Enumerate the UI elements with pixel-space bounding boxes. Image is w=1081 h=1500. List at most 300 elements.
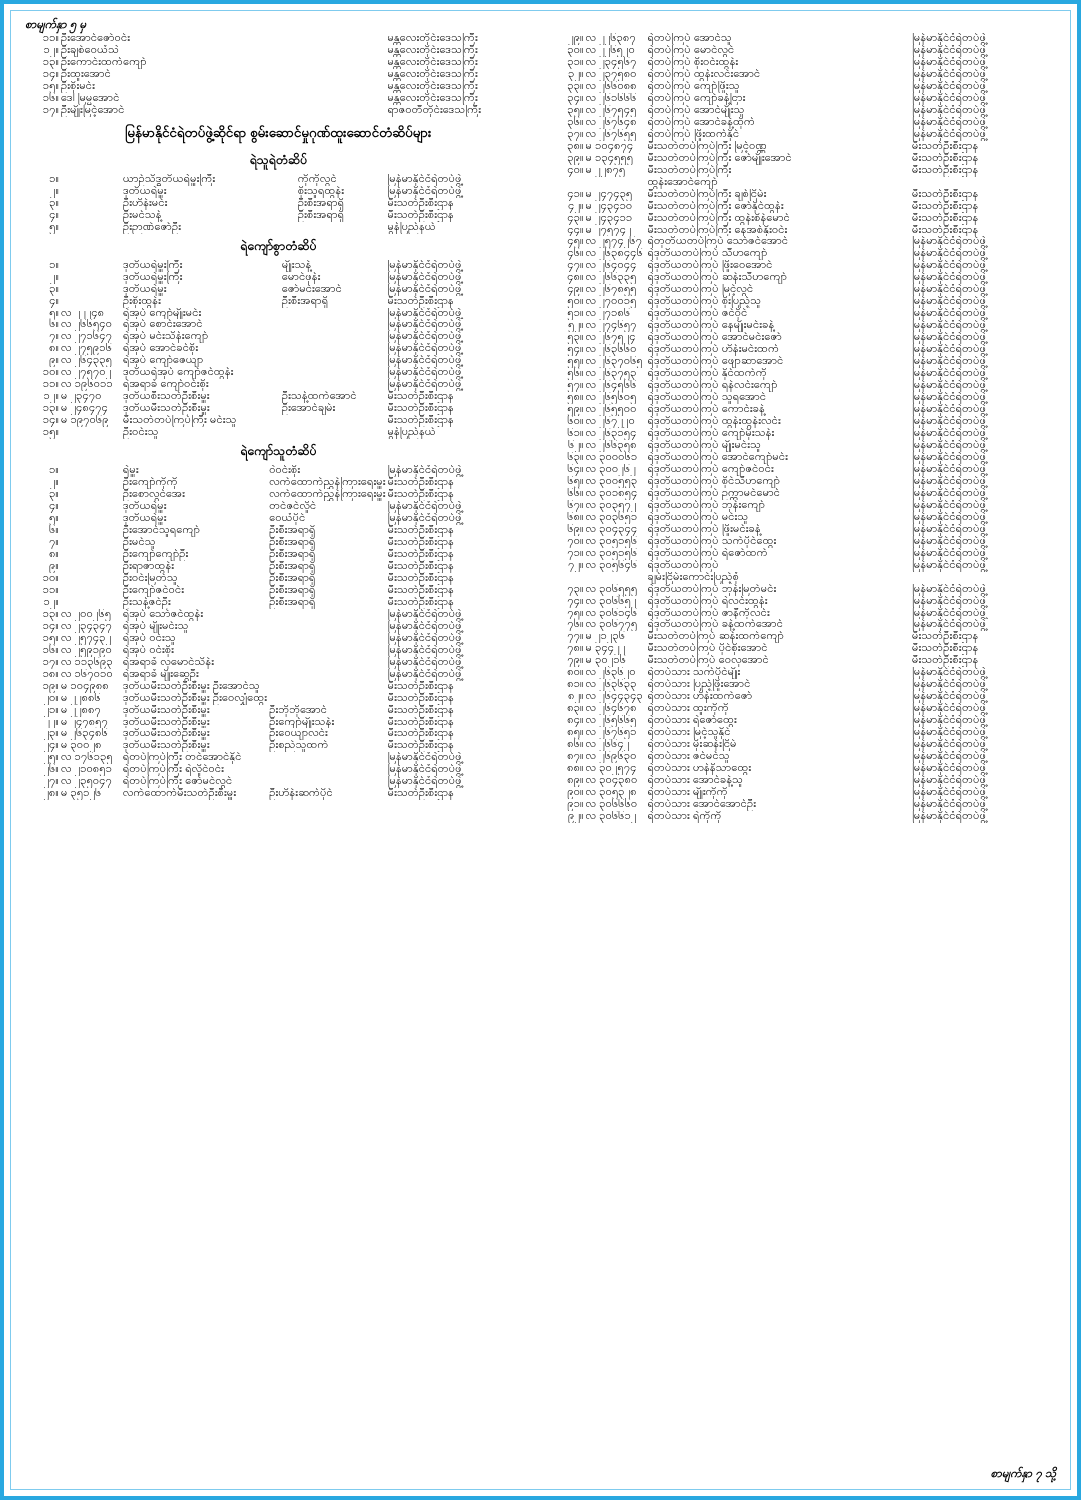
row-number: ၇၀။ bbox=[567, 535, 584, 547]
row-org: မန္တလေးတိုင်းဒေသကြီး bbox=[387, 80, 478, 92]
row-id bbox=[61, 296, 123, 308]
row-name: ရဲဒုတိယတပ်ကြပ် ဇင်ဝိုင် bbox=[647, 308, 748, 320]
table-row bbox=[19, 788, 538, 800]
row-id bbox=[61, 222, 123, 234]
row-id: လ ၂၆၇၅၂၄ bbox=[585, 332, 636, 344]
row-rank: ယာဉ်သိဒ္ဓတိယရဲမှူးကြီး bbox=[123, 173, 216, 185]
row-id bbox=[61, 260, 123, 272]
table-row bbox=[544, 308, 1063, 320]
row-rank: ဒုတိယမီးသတ်ဦးစီးမှူး ဦးဝေလျှံထွေး bbox=[122, 692, 268, 704]
row-number: ၄၉။ bbox=[567, 284, 584, 296]
table-row bbox=[19, 415, 538, 427]
row-org: မြန်မာနိုင်ငံရဲတပ်ဖွဲ့ bbox=[387, 367, 462, 379]
row-org: မြန်မာနိုင်ငံရဲတပ်ဖွဲ့ bbox=[912, 583, 987, 595]
table-row bbox=[19, 222, 538, 234]
row-org: မီးသတ်ဦးစီးဌာန bbox=[387, 489, 454, 501]
row-id: လ ၂၆၆၅၄၀ bbox=[61, 319, 113, 331]
row-org: မီးသတ်ဦးစီးဌာန bbox=[912, 164, 979, 176]
row-org: မြန်မာနိုင်ငံရဲတပ်ဖွဲ့ bbox=[387, 379, 462, 391]
row-name: ရဲဒုတိယတပ်ကြပ် ဖျောဆာအောင် bbox=[647, 356, 784, 368]
row-id: လ ၃၀၅၁၅၆ bbox=[585, 547, 638, 559]
row-name bbox=[282, 427, 388, 439]
row-name bbox=[269, 752, 387, 764]
row-id: လ ၂၆၃၁၅၄ bbox=[585, 427, 637, 439]
table-row bbox=[544, 464, 1063, 476]
row-name bbox=[298, 222, 388, 234]
row-number: ၆၀။ bbox=[567, 416, 584, 427]
row-rank: ရဲမှူး bbox=[122, 465, 139, 477]
table-row bbox=[544, 667, 1063, 679]
row-id: လ ၂၅၉၁၉၀ bbox=[60, 644, 112, 656]
row-number: ၁၉။ bbox=[42, 680, 59, 692]
row-id: လ ၂၅၇၄၃၂ bbox=[60, 632, 112, 644]
row-name: ရဲဒုတိယတပ်ကြပ် သူရအောင် bbox=[647, 392, 767, 404]
table-row bbox=[544, 296, 1063, 308]
table-row bbox=[19, 597, 538, 609]
row-number: ၃၁။ bbox=[567, 56, 584, 68]
row-org: မီးသတ်ဦးစီးဌာန bbox=[387, 525, 454, 536]
row-org: မြန်မာနိုင်ငံရဲတပ်ဖွဲ့ bbox=[912, 416, 987, 427]
table-row bbox=[544, 93, 1063, 105]
row-name: မီးသတ်တပ်ကြပ် ဝေလုအောင် bbox=[647, 655, 769, 667]
row-org: မီးသတ်ဦးစီးဌာန bbox=[387, 704, 454, 716]
row-name: ရဲဒုတိယတပ်ကြပ် ဘုန်းမြတ်မင်း bbox=[647, 583, 777, 595]
row-org: မြန်မာနိုင်ငံရဲတပ်ဖွဲ့ bbox=[912, 751, 987, 763]
row-name bbox=[282, 308, 388, 320]
row-rank: ဦးကျော်ကိုကို bbox=[122, 477, 178, 489]
table-row bbox=[19, 260, 538, 272]
row-id: လ ၃၀၂၅၇၄ bbox=[585, 763, 637, 775]
table-row-continuation bbox=[544, 572, 1063, 584]
table-row bbox=[544, 368, 1063, 380]
row-number: ၆၄။ bbox=[567, 463, 584, 475]
table-row bbox=[19, 717, 538, 729]
table-row bbox=[19, 645, 538, 657]
row-org: မြန်မာနိုင်ငံရဲတပ်ဖွဲ့ bbox=[912, 475, 987, 487]
table-row bbox=[19, 308, 538, 320]
row-number: ၁၄။ bbox=[42, 620, 59, 632]
row-id: လ ၃၀၅၃၂၈ bbox=[585, 787, 637, 799]
table-row bbox=[19, 657, 538, 669]
row-name: ရဲတပ်ကြပ် ထွန်းလင်းအောင် bbox=[647, 68, 761, 80]
two-column-body bbox=[19, 33, 1062, 1465]
row-id: လ ၂၆၆၃၅၈ bbox=[585, 439, 637, 451]
row-name: ဦးချစ်ဝေယံသဲ bbox=[61, 44, 119, 56]
row-name: ဦးစီးအရာရှိ bbox=[269, 596, 316, 608]
table-row bbox=[544, 45, 1063, 57]
row-org: မီးသတ်ဦးစီးဌာန bbox=[387, 415, 454, 427]
row-name: ရဲဒုတိယတပ်ကြပ် သီဟကျော် bbox=[647, 248, 768, 260]
row-name: ရဲတပ်ကြပ် မောင်လွင် bbox=[647, 44, 735, 56]
row-number: ၃၅။ bbox=[567, 104, 584, 116]
table-row bbox=[544, 129, 1063, 141]
table-row bbox=[19, 355, 538, 367]
row-org: မြန်မာနိုင်ငံရဲတပ်ဖွဲ့ bbox=[912, 260, 987, 272]
row-id: လ ၂၇၀၀၁၅ bbox=[585, 296, 637, 308]
row-org: မြန်မာနိုင်ငံရဲတပ်ဖွဲ့ bbox=[912, 104, 987, 116]
row-name: ရဲတုတိယတပ်ကြပ် သော်ဇင်အောင် bbox=[647, 236, 789, 248]
row-org: မြန်မာနိုင်ငံရဲတပ်ဖွဲ့ bbox=[912, 439, 987, 451]
row-org: မီးသတ်ဦးစီးဌာန bbox=[387, 728, 454, 740]
row-org: မြန်မာနိုင်ငံရဲတပ်ဖွဲ့ bbox=[912, 248, 987, 260]
row-name: ရဲဒုတိယတပ်ကြပ် စိုးပြည့်သူ bbox=[647, 296, 762, 308]
row-rank: ဦးကျော်ဇင်ဝင်း bbox=[122, 584, 185, 596]
row-id: မ ၁၀၄၈၇၄ bbox=[585, 140, 634, 152]
row-name: မီးသတ်တပ်ကြပ်ကြီး ဇော်မျိုးအောင် bbox=[647, 152, 792, 164]
table-row bbox=[544, 344, 1063, 356]
row-org: မီးသတ်ဦးစီးဌာန bbox=[387, 391, 454, 403]
row-id: လ ၂၂၆၃၈၇ bbox=[585, 33, 636, 44]
row-number: ၁၃။ bbox=[42, 56, 59, 68]
row-number: ၈။ bbox=[49, 343, 59, 355]
row-org: မြန်မာနိုင်ငံရဲတပ်ဖွဲ့ bbox=[912, 607, 987, 619]
row-id: လ ၂၆၄၆၇၈ bbox=[585, 703, 637, 715]
table-row bbox=[544, 608, 1063, 620]
row-name: ရဲတပ်သား ရဲကိုကို bbox=[647, 810, 722, 822]
row-org: မီးသတ်ဦးစီးဌာန bbox=[387, 572, 454, 584]
row-id: လ ၃၀၆၇၇၅ bbox=[585, 619, 638, 631]
row-org: မြန်မာနိုင်ငံရဲတပ်ဖွဲ့ bbox=[912, 308, 987, 320]
row-id bbox=[61, 513, 123, 525]
table-row bbox=[19, 331, 538, 343]
row-name: ရဲတပ်ကြပ် ကျော်ခန့်ငြား bbox=[647, 92, 746, 104]
row-number: ၁၅။ bbox=[42, 427, 59, 439]
table-row bbox=[544, 751, 1063, 763]
row-id bbox=[61, 174, 123, 186]
row-name: ဦးဘိုဘိုအောင် bbox=[269, 704, 328, 716]
table-row bbox=[544, 416, 1063, 428]
table-row bbox=[544, 428, 1063, 440]
table-row bbox=[544, 524, 1063, 536]
row-name: ရဲဒုတိယတပ်ကြပ် ထွန်းထွန်းလင်း bbox=[647, 416, 781, 427]
table-row bbox=[544, 33, 1063, 45]
row-org: မြန်မာနိုင်ငံရဲတပ်ဖွဲ့ bbox=[387, 259, 462, 271]
row-id: မ ၂၃၄၇၀ bbox=[61, 391, 102, 403]
row-number: ၂။ bbox=[50, 185, 59, 197]
row-id: မ ၂၆၃၄၈၆ bbox=[60, 728, 108, 740]
row-org: မြန်မာနိုင်ငံရဲတပ်ဖွဲ့ bbox=[912, 33, 987, 44]
row-number: ၃၉။ bbox=[567, 152, 584, 164]
row-number: ၂၀။ bbox=[43, 692, 59, 704]
row-id: လ ၂၆၆၀၈၈ bbox=[585, 80, 637, 92]
row-rank: ဒုတိယရဲမှူး bbox=[123, 283, 167, 295]
row-id: လ ၃၀၀၀၆၁ bbox=[585, 451, 638, 463]
row-id: မ ၁၃၄၅၅၅ bbox=[585, 152, 634, 164]
row-org: မီးသတ်ဦးစီးဌာန bbox=[387, 477, 454, 489]
row-name: ဦးစီးအရာရှိ bbox=[269, 584, 316, 596]
row-rank: ဦးဉာဏ်ဇော်ဦး bbox=[123, 221, 182, 233]
row-name: ရဲဒုတိယတပ်ကြပ် ရဲဇော်ထက် bbox=[647, 547, 768, 559]
row-org: မြန်မာနိုင်ငံရဲတပ်ဖွဲ့ bbox=[387, 513, 462, 525]
table-row bbox=[19, 705, 538, 717]
row-id: လ ၁၇၆၁၃၅ bbox=[60, 752, 113, 764]
row-number: ၂၇။ bbox=[43, 776, 59, 788]
row-number: ၁၄။ bbox=[42, 68, 59, 80]
row-org: မြန်မာနိုင်ငံရဲတပ်ဖွဲ့ bbox=[912, 128, 987, 140]
row-org: မီးသတ်ဦးစီးဌာန bbox=[387, 584, 454, 596]
row-id bbox=[61, 465, 123, 477]
row-number: ၈၇။ bbox=[567, 751, 584, 763]
row-name: ဦးစီးအရာရှိ bbox=[269, 536, 316, 548]
row-name: မီးသတ်တပ်ကြပ်ကြီး ချစ်ငြိမ်း bbox=[647, 188, 767, 200]
row-id: လ ၂၂၆၅၂၀ bbox=[585, 44, 635, 56]
row-number: ၄၈။ bbox=[567, 272, 584, 284]
table-row bbox=[19, 105, 538, 117]
row-org: မြန်မာနိုင်ငံရဲတပ်ဖွဲ့ bbox=[912, 272, 987, 284]
table-row bbox=[544, 584, 1063, 596]
row-rank: ရဲအုပ် ဝင်းစိုး bbox=[122, 644, 175, 656]
row-name: ဇော်မင်းအောင် bbox=[281, 283, 342, 295]
row-name bbox=[269, 681, 387, 693]
row-rank: ဒုတိယမီးသတ်ဦးစီးမှူး bbox=[122, 728, 210, 740]
table-row bbox=[544, 691, 1063, 703]
table-row bbox=[19, 427, 538, 439]
row-name: ရဲတပ်ကြပ် အောင်မျိုးသူ bbox=[647, 104, 745, 116]
row-org: မီးသတ်ဦးစီးဌာန bbox=[912, 655, 979, 667]
table-row bbox=[544, 787, 1063, 799]
row-id: လ ၂၆၃၇၅၃ bbox=[585, 368, 637, 380]
row-name: ရဲဒုတိယတပ်ကြပ် သက်ပိုင်ထွေး bbox=[647, 535, 777, 547]
row-org: မြန်မာနိုင်ငံရဲတပ်ဖွဲ့ bbox=[912, 380, 987, 392]
row-number: ၁၁။ bbox=[42, 33, 59, 44]
table-row bbox=[544, 488, 1063, 500]
row-number: ၁။ bbox=[49, 173, 59, 185]
row-name: ဦးစီးအရာရှိ bbox=[269, 560, 316, 572]
row-id: လ ၂၅၇၄၂၆၇ bbox=[585, 236, 643, 248]
row-id: လ ၂၀၀၂၆၅ bbox=[60, 608, 112, 620]
row-name: ရဲဒုတိယတပ်ကြပ် ဖြိုးဝေအောင် bbox=[647, 260, 773, 272]
row-org: မီးသတ်ဦးစီးဌာန bbox=[387, 209, 454, 221]
row-number: ၃။ bbox=[49, 197, 59, 209]
table-row bbox=[544, 703, 1063, 715]
table-row bbox=[19, 69, 538, 81]
row-number: ၅၄။ bbox=[567, 344, 584, 356]
table-row bbox=[544, 117, 1063, 129]
right-table bbox=[544, 33, 1063, 823]
row-org: မြန်မာနိုင်ငံရဲတပ်ဖွဲ့ bbox=[912, 92, 987, 104]
row-org: မြန်မာနိုင်ငံရဲတပ်ဖွဲ့ bbox=[387, 355, 462, 367]
section-title: ရဲသူရဲတံဆိပ် bbox=[249, 152, 307, 167]
row-id bbox=[61, 477, 123, 489]
row-number: ၁၂။ bbox=[43, 44, 59, 56]
table-row bbox=[544, 536, 1063, 548]
row-org: မြန်မာနိုင်ငံရဲတပ်ဖွဲ့ bbox=[912, 499, 987, 511]
row-org: မြန်မာနိုင်ငံရဲတပ်ဖွဲ့ bbox=[912, 427, 987, 439]
row-name bbox=[269, 633, 387, 645]
row-org-blank bbox=[912, 177, 1062, 189]
row-id: လ ၂၃၄၅၆၇ bbox=[585, 56, 637, 68]
row-name: မောင်ဖုန်း bbox=[281, 271, 321, 283]
row-org: မြန်မာနိုင်ငံရဲတပ်ဖွဲ့ bbox=[912, 368, 987, 380]
page-inner-border bbox=[10, 10, 1071, 1490]
row-number: ၉၂။ bbox=[568, 810, 584, 822]
row-rank: ရဲတပ်ကြပ်ကြီး ရဲလှိုင်ဝင်း bbox=[122, 764, 225, 776]
row-name bbox=[269, 669, 387, 681]
row-org: မန္တလေးတိုင်းဒေသကြီး bbox=[387, 68, 478, 80]
row-number: ၅၀။ bbox=[567, 296, 584, 308]
page-header-left: စာမျက်နှာ ၅ မှ bbox=[25, 19, 86, 31]
row-rank: ဒုတိယစီးသတ်ဦးစီးမှူး bbox=[123, 391, 210, 403]
row-name: ဦးအောင်ချမ်း bbox=[281, 403, 336, 415]
row-id: မ ၁၉၇၀၆၉ bbox=[61, 415, 109, 427]
row-number: ၇၅။ bbox=[567, 607, 584, 619]
row-name bbox=[269, 645, 387, 657]
row-name-second-line: ထွန်းအောင်ကျော် bbox=[647, 176, 718, 188]
row-id: လ ၂၆၇၈၅၅ bbox=[585, 284, 637, 296]
table-row bbox=[544, 440, 1063, 452]
row-name: ရဲဒုတိယတပ်ကြပ် နေမျိုးမင်းခန့် bbox=[647, 320, 775, 332]
table-row bbox=[19, 379, 538, 391]
row-org: မြန်မာနိုင်ငံရဲတပ်ဖွဲ့ bbox=[387, 185, 462, 197]
row-name: ရဲတပ်သား ရဲဇော်ထွေး bbox=[647, 715, 737, 727]
row-id: လ ၂၇၁၆၄၇ bbox=[61, 331, 113, 343]
row-name: ရဲဒုတိယတပ်ကြပ် ရဲလင်းထွန်း bbox=[647, 595, 768, 607]
row-number: ၅၈။ bbox=[567, 392, 584, 404]
row-number: ၈၉။ bbox=[567, 775, 584, 787]
row-number-blank bbox=[544, 572, 586, 584]
row-org: မီးသတ်ဦးစီးဌာန bbox=[912, 188, 979, 200]
table-row bbox=[544, 380, 1063, 392]
row-rank: ဦးမင်သန့် bbox=[123, 209, 162, 221]
row-org: မြန်မာနိုင်ငံရဲတပ်ဖွဲ့ bbox=[912, 511, 987, 523]
row-name: ဝဲဝင်းစိုး bbox=[269, 465, 301, 477]
row-name: မီးသတ်တပ်ကြပ် ပိုင်စိုးအောင် bbox=[647, 643, 768, 655]
row-number: ၁၃။ bbox=[42, 608, 59, 620]
row-rank: ဒုတိယမီးသတ်ဦးစီးမှူး bbox=[123, 403, 210, 415]
table-row bbox=[544, 727, 1063, 739]
row-org: မြန်မာနိုင်ငံရဲတပ်ဖွဲ့ bbox=[912, 595, 987, 607]
table-row bbox=[544, 356, 1063, 368]
table-row bbox=[544, 715, 1063, 727]
row-org: မြန်မာနိုင်ငံရဲတပ်ဖွဲ့ bbox=[912, 463, 987, 475]
table-row bbox=[544, 404, 1063, 416]
row-rank: ဒုတိယရဲအုပ် ကျော်ဇင်ထွန်း bbox=[123, 367, 234, 379]
row-org: မြန်မာနိုင်ငံရဲတပ်ဖွဲ့ bbox=[912, 332, 987, 344]
row-id: မ ၂၄၃၄၁၀ bbox=[585, 200, 633, 212]
row-name: ဦးစီးအရာရှိ bbox=[281, 295, 329, 307]
row-org: မီးသတ်ဦးစီးဌာန bbox=[387, 560, 454, 572]
row-name: ဝေယံပိုင် bbox=[269, 513, 306, 525]
row-number: ၁၁။ bbox=[42, 584, 59, 596]
row-name: ရဲဒုတိယတပ်ကြပ် bbox=[647, 559, 719, 571]
row-org: မီးသတ်ဦးစီးဌာန bbox=[387, 740, 454, 752]
row-number: ၁၀။ bbox=[42, 367, 59, 379]
row-rank: ဒုတိယမီးသတ်ဦးစီးမှူး bbox=[122, 740, 210, 752]
row-name: ရဲတပ်သား မြင့်သူနိုင် bbox=[647, 727, 731, 739]
row-name: လက်ထောက်ညွှန်ကြားရေးမှူး bbox=[269, 489, 386, 501]
row-id: လ ၃၀၃၅၇၂ bbox=[585, 499, 637, 511]
row-name: ရဲဒုတိယတပ်ကြပ် ဆန်းသီဟကျော် bbox=[647, 272, 788, 284]
row-number: ၁၅။ bbox=[42, 632, 59, 644]
row-id bbox=[61, 549, 123, 561]
row-number: ၄။ bbox=[49, 501, 59, 513]
table-row bbox=[544, 811, 1063, 823]
row-org: မြန်မာနိုင်ငံရဲတပ်ဖွဲ့ bbox=[912, 691, 987, 703]
table-row bbox=[19, 501, 538, 513]
row-org: မြန်မာနိုင်ငံရဲတပ်ဖွဲ့ bbox=[387, 656, 462, 668]
row-id bbox=[61, 597, 123, 609]
row-org: မီးသတ်ဦးစီးဌာန bbox=[387, 680, 454, 692]
table-row bbox=[19, 186, 538, 198]
row-name-second-line: ချမ်းငြိမ်းကောင်းပြည့်စုံ bbox=[647, 571, 740, 583]
table-row bbox=[19, 489, 538, 501]
table-row bbox=[544, 452, 1063, 464]
table-row bbox=[544, 643, 1063, 655]
row-id: မ ၂၄၇၄၃၅ bbox=[585, 188, 633, 200]
table-row bbox=[19, 776, 538, 788]
row-org: မီးသတ်ဦးစီးဌာန bbox=[387, 596, 454, 608]
row-org: မြန်မာနိုင်ငံရဲတပ်ဖွဲ့ bbox=[387, 307, 462, 319]
row-org: မီးသတ်ဦးစီးဌာန bbox=[387, 716, 454, 728]
row-id: လ ၂၃၇၅၈၀ bbox=[585, 68, 637, 80]
row-name: ရဲတပ်သား ဟန်နိသာထွေး bbox=[647, 763, 752, 775]
row-number: ၃၀။ bbox=[567, 44, 584, 56]
row-name: မီးသတ်တပ်ကြပ်ကြီး bbox=[647, 164, 732, 176]
row-id bbox=[61, 272, 123, 284]
row-number: ၃၈။ bbox=[567, 140, 584, 152]
row-number: ၃။ bbox=[49, 489, 59, 501]
row-name: စိုးသူရထွန်း bbox=[297, 185, 345, 197]
table-row bbox=[544, 57, 1063, 69]
row-number: ၅၉။ bbox=[567, 404, 584, 416]
row-number: ၂၂။ bbox=[44, 716, 59, 728]
row-name bbox=[282, 343, 388, 355]
table-row bbox=[19, 693, 538, 705]
row-number: ၇၃။ bbox=[567, 583, 584, 595]
table-row bbox=[544, 799, 1063, 811]
row-number: ၆။ bbox=[49, 525, 59, 536]
row-name: ရဲတပ်သား အောင်ခန့်သူ bbox=[647, 775, 744, 787]
row-id: လ ၃၀၆၁၄၆ bbox=[585, 607, 638, 619]
table-row bbox=[19, 210, 538, 222]
row-id: လ ၃၀၆၆၅၂ bbox=[585, 595, 637, 607]
row-id: လ ၂၁၀၈၅၁ bbox=[60, 764, 113, 776]
row-org: မီးသတ်ဦးစီးဌာန bbox=[387, 197, 454, 209]
row-name: ရဲတပ်သား ဟိန်းထက်ဇော် bbox=[647, 691, 753, 703]
table-row bbox=[544, 476, 1063, 488]
row-org-blank bbox=[912, 572, 1062, 584]
row-name: ရဲတပ်ကြပ် ဖြိုးထက်နိုင် bbox=[647, 128, 740, 140]
row-org: မြန်မာနိုင်ငံရဲတပ်ဖွဲ့ bbox=[912, 320, 987, 332]
row-id: မ ၂၄၈၄၇၄ bbox=[61, 403, 109, 415]
row-name: ရဲဒုတိယတပ်ကြပ် ကျော်ဇင်ဝင်း bbox=[647, 463, 774, 475]
row-id: လ ၂၆၇၆၄၈ bbox=[585, 116, 637, 128]
row-number: ၂။ bbox=[49, 477, 59, 489]
row-number: ၁။ bbox=[49, 465, 59, 477]
row-id: မ ၂၂၈၇၅ bbox=[585, 164, 626, 176]
row-name: ရဲဒုတိယတပ်ကြပ် ဘုန်းကျော် bbox=[647, 499, 766, 511]
row-name: ရဲဒုတိယတပ်ကြပ် အောင်ကျော်မင်း bbox=[647, 451, 788, 463]
row-org: မြန်မာနိုင်ငံရဲတပ်ဖွဲ့ bbox=[912, 356, 987, 368]
row-number: ၃။ bbox=[49, 283, 59, 295]
row-id: လ ၃၀၄၃၈၀ bbox=[585, 775, 638, 787]
row-org: မီးသတ်ဦးစီးဌာန bbox=[387, 692, 454, 704]
row-name: မီးသတ်တပ်ကြပ်ကြီး နေအစ်နိုးဝင်း bbox=[647, 224, 788, 236]
table-row bbox=[19, 525, 538, 537]
row-number: ၅၆။ bbox=[567, 368, 584, 380]
row-id: လ ၂၆၃၆၆၀ bbox=[585, 344, 637, 356]
row-org: မီးသတ်ဦးစီးဌာန bbox=[387, 536, 454, 548]
row-id: လ ၂၆၃၇၀၆၅ bbox=[585, 356, 643, 368]
row-name bbox=[269, 609, 387, 621]
row-id bbox=[61, 537, 123, 549]
row-rank: ဦးဝင်းသူ bbox=[123, 427, 159, 439]
row-number: ၁၇။ bbox=[42, 104, 59, 116]
row-number: ၈၄။ bbox=[567, 715, 584, 727]
row-number: ၈၂။ bbox=[568, 691, 584, 703]
row-number: ၂၉။ bbox=[568, 33, 584, 44]
row-id: မ ၂၇၅၇၄၂ bbox=[585, 224, 632, 236]
